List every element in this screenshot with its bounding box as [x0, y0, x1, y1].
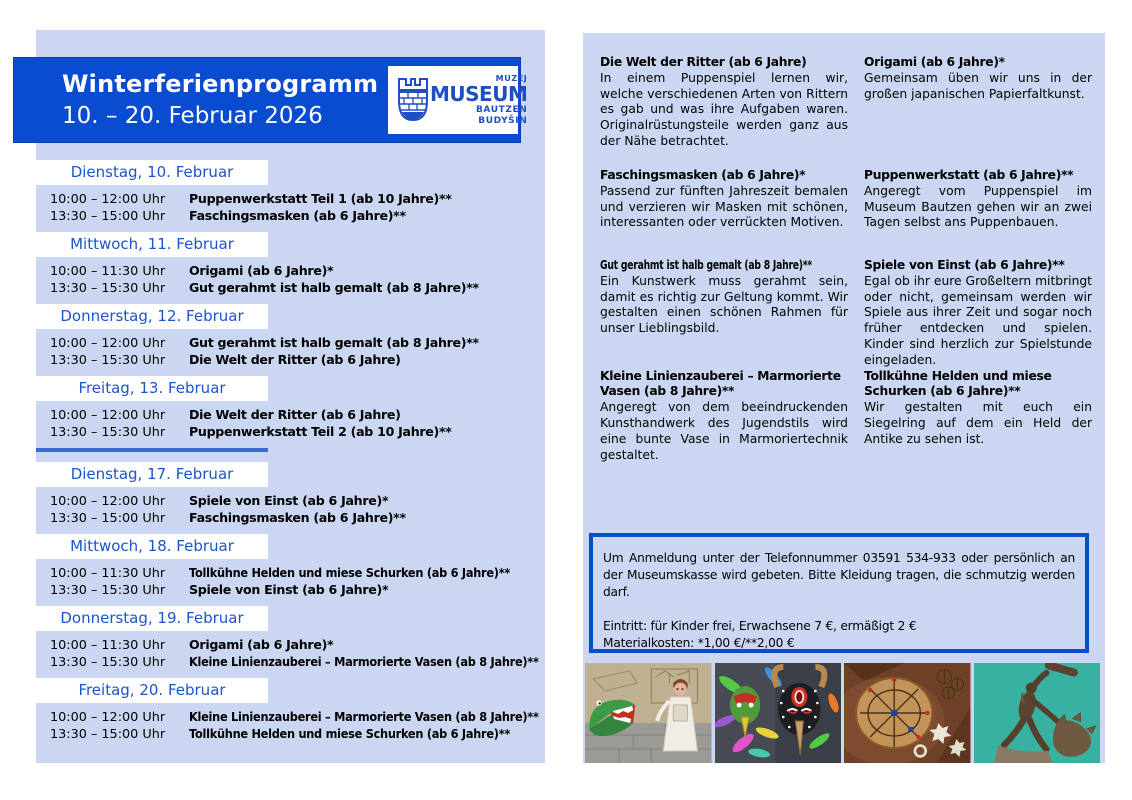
day-section: [36, 160, 545, 224]
description-title: Origami (ab 6 Jahre)*: [864, 55, 1005, 69]
day-section: [36, 534, 545, 598]
event-time: 13:30 – 15:00 Uhr: [50, 511, 166, 526]
logo-line-budysin: BUDYŠIN: [478, 115, 528, 126]
event-time: 10:00 – 12:00 Uhr: [50, 408, 166, 423]
event-time: 13:30 – 15:30 Uhr: [50, 281, 166, 296]
event-row: [36, 190, 545, 207]
event-title: Spiele von Einst (ab 6 Jahre)*: [189, 582, 389, 597]
event-row: [36, 207, 545, 224]
logo-line-muzej: MUZEJ: [495, 73, 528, 83]
bronze-statue-photo: [974, 663, 1101, 763]
admission-text: Eintritt: für Kinder frei, Erwachsene 7 €, ermäßigt 2 €: [603, 619, 917, 633]
registration-text: Um Anmeldung unter der Telefonnummer 03591 534-933 oder persönlich an der Museumskasse wird gebeten. Bitte Kleidung tragen, die schmutzig werden darf.: [603, 551, 1075, 599]
description-block: [600, 258, 848, 369]
description-title: Gut gerahmt ist halb gemalt (ab 8 Jahre)**: [600, 258, 813, 272]
event-time: 13:30 – 15:00 Uhr: [50, 209, 166, 224]
descriptions-panel: [583, 33, 1105, 763]
day-header: Dienstag, 17. Februar: [36, 462, 268, 487]
museum-logo-text: [430, 74, 527, 127]
event-time: 13:30 – 15:30 Uhr: [50, 583, 166, 598]
day-section: [36, 462, 545, 526]
event-time: 13:30 – 15:00 Uhr: [50, 727, 166, 742]
day-header: Donnerstag, 12. Februar: [36, 304, 268, 329]
day-section: [36, 304, 545, 368]
description-body: Angeregt vom Puppenspiel im Museum Bautzen gehen wir an zwei Tagen selbst ans Puppenbauen.: [864, 183, 1092, 230]
event-row: [36, 725, 545, 742]
description-grid: [600, 55, 1092, 463]
event-row: [36, 564, 545, 581]
description-title: Die Welt der Ritter (ab 6 Jahre): [600, 55, 807, 69]
event-title: Kleine Linienzauberei – Marmorierte Vasen (ab 8 Jahre)**: [189, 654, 539, 669]
description-title: Tollkühne Helden und miese Schurken (ab 6 Jahre)**: [864, 368, 1052, 399]
event-time: 10:00 – 11:30 Uhr: [50, 264, 166, 279]
event-row: [36, 351, 545, 368]
description-block: [864, 168, 1092, 258]
event-title: Puppenwerkstatt Teil 1 (ab 10 Jahre)**: [189, 191, 452, 206]
week-divider: [36, 448, 268, 452]
day-section: [36, 606, 545, 670]
castle-emblem-icon: [396, 77, 430, 123]
day-header: Freitag, 13. Februar: [36, 376, 268, 401]
description-block: [600, 168, 848, 258]
page-title: Winterferienprogramm: [62, 70, 379, 98]
event-title: Tollkühne Helden und miese Schurken (ab 6 Jahre)**: [189, 565, 511, 580]
description-body: Angeregt von dem beeindruckenden Kunsthandwerk des Jugendstils wird eine bunte Vase in Marmoriertechnik gestaltet.: [600, 400, 848, 462]
description-block: [864, 369, 1092, 464]
day-header: Dienstag, 10. Februar: [36, 160, 268, 185]
description-body: Gemeinsam üben wir uns in der großen japanischen Papierfaltkunst.: [864, 70, 1092, 101]
description-block: [864, 55, 1092, 168]
event-time: 13:30 – 15:30 Uhr: [50, 425, 166, 440]
event-row: [36, 509, 545, 526]
event-row: [36, 636, 545, 653]
event-row: [36, 653, 545, 670]
event-row: [36, 492, 545, 509]
event-row: [36, 406, 545, 423]
description-title: Puppenwerkstatt (ab 6 Jahre)**: [864, 168, 1074, 182]
description-title: Spiele von Einst (ab 6 Jahre)**: [864, 258, 1065, 272]
description-block: [600, 369, 848, 464]
day-section: [36, 232, 545, 296]
description-title: Kleine Linienzauberei – Marmorierte Vasen (ab 8 Jahre)**: [600, 368, 841, 399]
date-range: 10. – 20. Februar 2026: [62, 103, 323, 129]
event-title: Spiele von Einst (ab 6 Jahre)*: [189, 493, 389, 508]
description-body: Egal ob ihr eure Großeltern mitbringt oder nicht, gemeinsam werden wir Spiele aus ihrer Zeit und sogar noch früher entdecken und spielen. Kinder sind herzlich zur Spielstunde eingeladen.: [864, 273, 1092, 367]
day-section: [36, 376, 545, 440]
title-banner: [14, 58, 528, 142]
description-title: Faschingsmasken (ab 6 Jahre)*: [600, 168, 806, 182]
puppet-show-photo: [585, 663, 712, 763]
logo-line-bautzen: BAUTZEN: [475, 104, 528, 115]
logo-line-museum: MUSEUM: [430, 81, 528, 106]
registration-info-box: [589, 533, 1089, 653]
museum-logo: [388, 66, 528, 134]
description-body: Passend zur fünften Jahreszeit bemalen und verzieren wir Masken mit schönen, interessanten oder verrückten Motiven.: [600, 183, 848, 230]
photo-strip: [585, 663, 1100, 763]
description-body: In einem Puppenspiel lernen wir, welche verschiedenen Arten von Rittern es gab und was ihre Aufgaben waren. Originalrüstungsteile werden ganz aus der Nähe betrachtet.: [600, 70, 848, 148]
event-title: Die Welt der Ritter (ab 6 Jahre): [189, 352, 401, 367]
event-title: Die Welt der Ritter (ab 6 Jahre): [189, 407, 401, 422]
event-title: Tollkühne Helden und miese Schurken (ab 6 Jahre)**: [189, 726, 511, 741]
description-block: [600, 55, 848, 168]
event-time: 10:00 – 11:30 Uhr: [50, 566, 166, 581]
event-title: Faschingsmasken (ab 6 Jahre)**: [189, 510, 406, 525]
event-time: 10:00 – 12:00 Uhr: [50, 192, 166, 207]
event-title: Gut gerahmt ist halb gemalt (ab 8 Jahre)**: [189, 335, 479, 350]
event-row: [36, 334, 545, 351]
event-row: [36, 423, 545, 440]
day-section: [36, 678, 545, 742]
event-row: [36, 279, 545, 296]
event-title: Origami (ab 6 Jahre)*: [189, 263, 334, 278]
schedule-list: [36, 160, 545, 750]
event-title: Gut gerahmt ist halb gemalt (ab 8 Jahre)**: [189, 280, 479, 295]
event-time: 10:00 – 12:00 Uhr: [50, 336, 166, 351]
event-time: 13:30 – 15:30 Uhr: [50, 655, 166, 670]
day-header: Donnerstag, 19. Februar: [36, 606, 268, 631]
event-time: 10:00 – 12:00 Uhr: [50, 494, 166, 509]
event-title: Kleine Linienzauberei – Marmorierte Vasen (ab 8 Jahre)**: [189, 709, 539, 724]
day-header: Mittwoch, 18. Februar: [36, 534, 268, 559]
event-time: 13:30 – 15:30 Uhr: [50, 353, 166, 368]
event-time: 10:00 – 12:00 Uhr: [50, 710, 166, 725]
event-row: [36, 262, 545, 279]
description-body: Wir gestalten mit euch ein Siegelring auf dem ein Held der Antike zu sehen ist.: [864, 400, 1092, 446]
event-title: Origami (ab 6 Jahre)*: [189, 637, 334, 652]
event-title: Puppenwerkstatt Teil 2 (ab 10 Jahre)**: [189, 424, 452, 439]
description-body: Ein Kunstwerk muss gerahmt sein, damit es richtig zur Geltung kommt. Wir gestalten einen schönen Rahmen für unser Lieblingsbild.: [600, 273, 848, 336]
event-time: 10:00 – 11:30 Uhr: [50, 638, 166, 653]
description-block: [864, 258, 1092, 369]
day-header: Mittwoch, 11. Februar: [36, 232, 268, 257]
event-row: [36, 708, 545, 725]
event-title: Faschingsmasken (ab 6 Jahre)**: [189, 208, 406, 223]
carnival-masks-photo: [715, 663, 842, 763]
event-row: [36, 581, 545, 598]
game-board-photo: [844, 663, 971, 763]
day-header: Freitag, 20. Februar: [36, 678, 268, 703]
material-cost-text: Materialkosten: *1,00 €/**2,00 €: [603, 636, 795, 650]
